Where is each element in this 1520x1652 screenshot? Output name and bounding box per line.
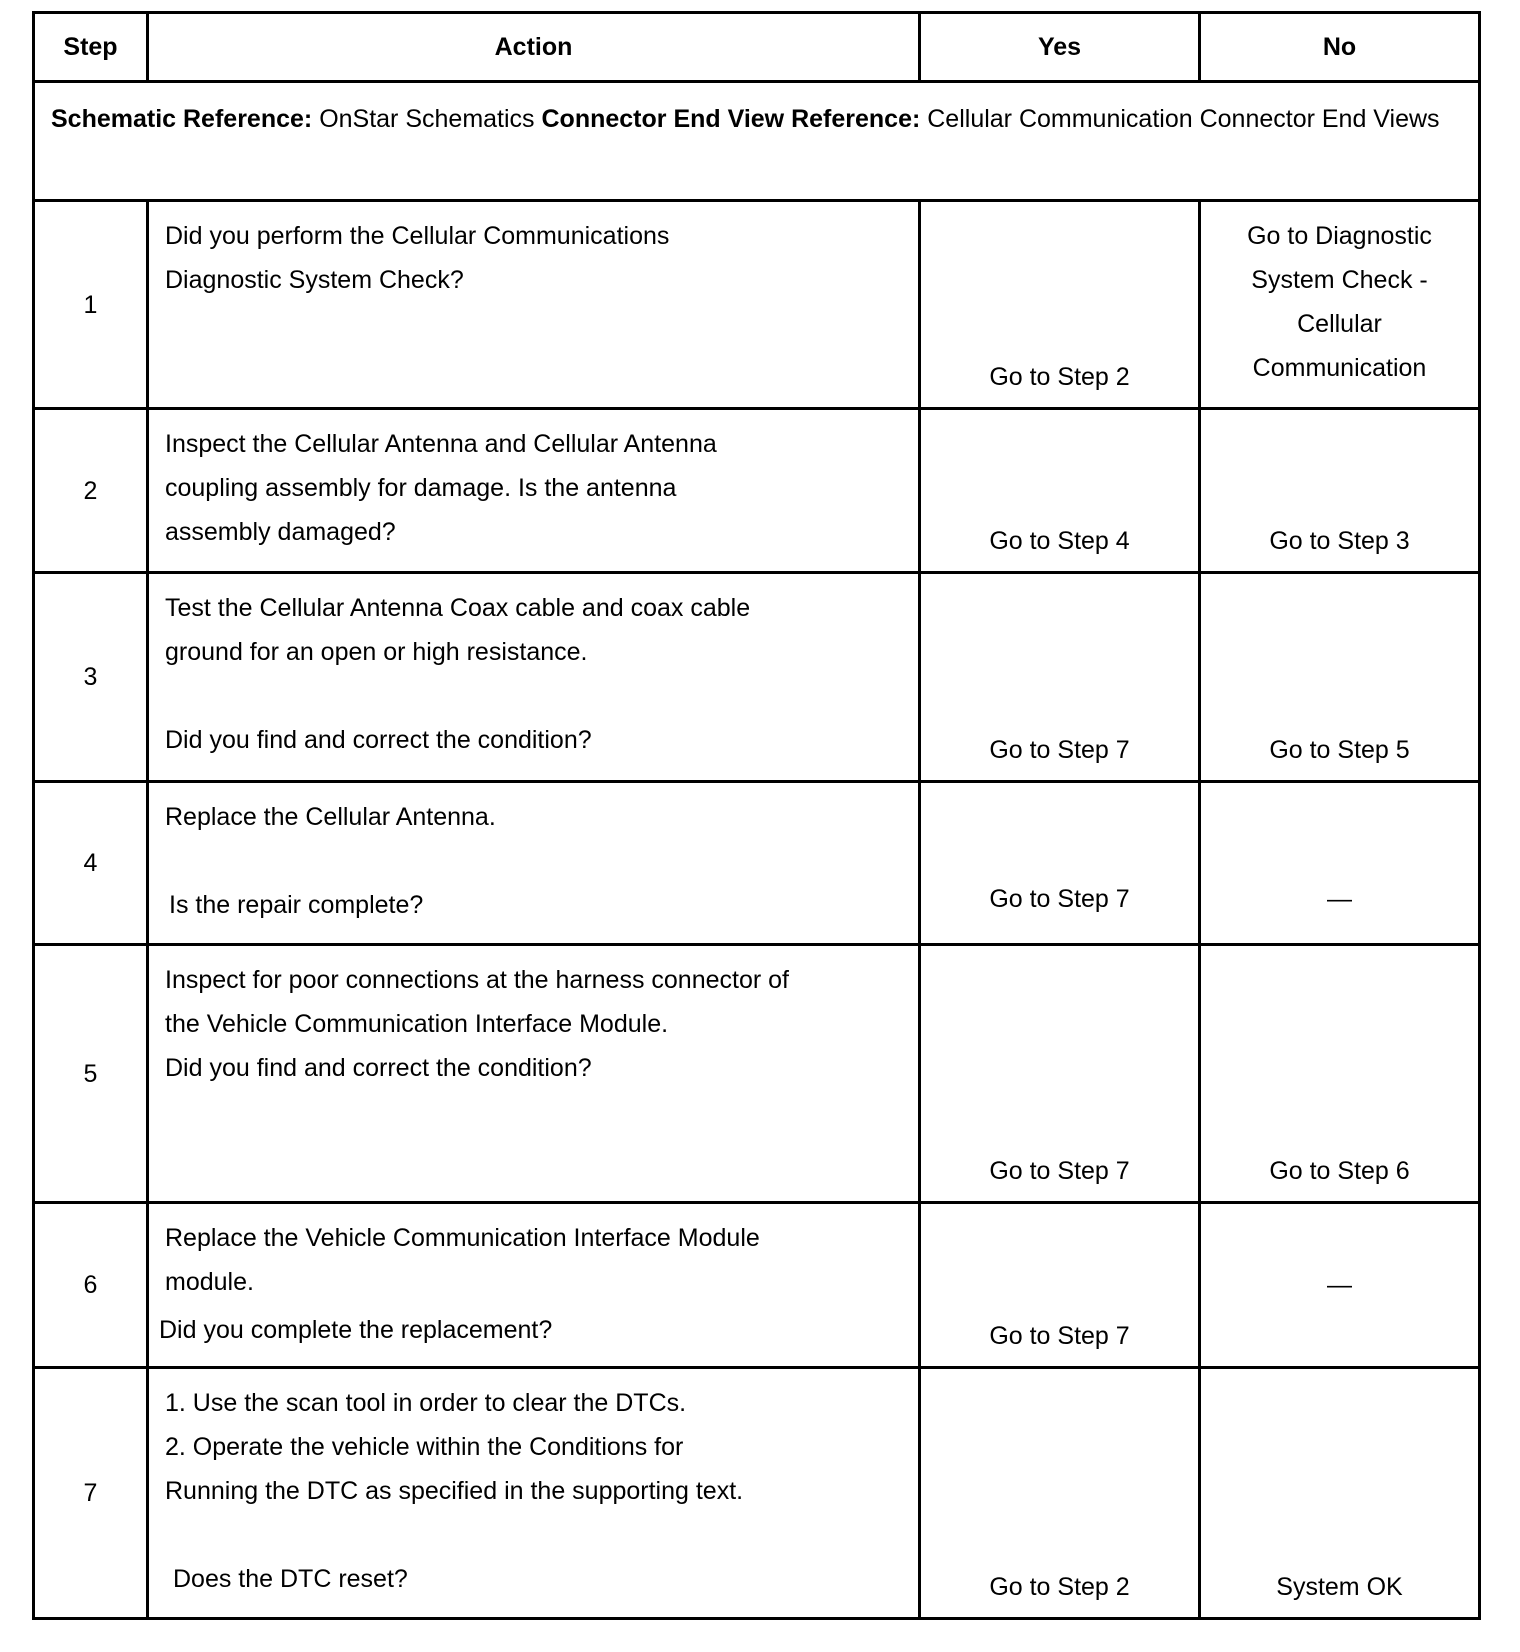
no-cell: Go to Step 3 (1200, 409, 1480, 573)
table-row (34, 945, 1480, 1203)
table-row (34, 1368, 1480, 1619)
no-cell: — (1200, 1203, 1480, 1368)
yes-cell: Go to Step 4 (920, 409, 1200, 573)
action-line: 1. Use the scan tool in order to clear the DTCs. (165, 1389, 687, 1417)
action-cell (148, 1368, 920, 1619)
action-line: Test the Cellular Antenna Coax cable and coax cable (165, 594, 751, 622)
action-line: module. (165, 1268, 254, 1296)
no-cell: Go to Step 5 (1200, 573, 1480, 782)
reference-row (34, 82, 1480, 201)
yes-cell: Go to Step 7 (920, 1203, 1200, 1368)
step-number: 1 (34, 201, 148, 409)
no-cell: Go to Diagnostic System Check - Cellular Communication (1200, 201, 1480, 409)
action-cell (148, 573, 920, 782)
step-number: 3 (34, 573, 148, 782)
action-line: Inspect the Cellular Antenna and Cellular Antenna (165, 430, 717, 458)
table-row (34, 573, 1480, 782)
action-cell (148, 409, 920, 573)
yes-cell: Go to Step 7 (920, 573, 1200, 782)
action-line: Replace the Vehicle Communication Interface Module (165, 1224, 760, 1252)
yes-cell: Go to Step 7 (920, 782, 1200, 945)
step-number: 7 (34, 1368, 148, 1619)
action-line: 2. Operate the vehicle within the Conditions for (165, 1433, 684, 1461)
reference-cell (34, 82, 1480, 201)
action-line: Did you perform the Cellular Communications (165, 222, 670, 250)
table-row (34, 782, 1480, 945)
action-line: Inspect for poor connections at the harness connector of (165, 966, 789, 994)
table-row (34, 201, 1480, 409)
action-line: Replace the Cellular Antenna. (165, 803, 496, 831)
step-number: 2 (34, 409, 148, 573)
action-line: Does the DTC reset? (173, 1565, 408, 1593)
table-row (34, 409, 1480, 573)
action-line: assembly damaged? (165, 518, 396, 546)
step-number: 5 (34, 945, 148, 1203)
action-cell (148, 201, 920, 409)
header-step: Step (34, 13, 148, 82)
step-number: 4 (34, 782, 148, 945)
yes-cell: Go to Step 2 (920, 201, 1200, 409)
action-line: Running the DTC as specified in the supporting text. (165, 1477, 744, 1505)
action-cell (148, 1203, 920, 1368)
table-row (34, 1203, 1480, 1368)
action-line: Did you complete the replacement? (159, 1316, 553, 1344)
header-no: No (1200, 13, 1480, 82)
schematic-value: OnStar Schematics (319, 105, 535, 133)
action-line: Did you find and correct the condition? (165, 726, 592, 754)
action-cell (148, 945, 920, 1203)
action-cell (148, 782, 920, 945)
action-line: coupling assembly for damage. Is the antenna (165, 474, 677, 502)
connector-value: Cellular Communication Connector End Views (927, 105, 1440, 133)
action-line: the Vehicle Communication Interface Module. (165, 1010, 669, 1038)
no-cell: — (1200, 782, 1480, 945)
no-cell: Go to Step 6 (1200, 945, 1480, 1203)
connector-label: Connector End View Reference: (541, 105, 921, 133)
yes-cell: Go to Step 2 (920, 1368, 1200, 1619)
no-cell: System OK (1200, 1368, 1480, 1619)
action-line: Is the repair complete? (169, 891, 424, 919)
header-row (34, 13, 1480, 82)
action-line: ground for an open or high resistance. (165, 638, 588, 666)
yes-cell: Go to Step 7 (920, 945, 1200, 1203)
header-yes: Yes (920, 13, 1200, 82)
header-action: Action (148, 13, 920, 82)
action-line: Diagnostic System Check? (165, 266, 464, 294)
schematic-label: Schematic Reference: (51, 105, 313, 133)
diagnostic-table (32, 11, 1481, 1620)
step-number: 6 (34, 1203, 148, 1368)
action-line: Did you find and correct the condition? (165, 1054, 592, 1082)
